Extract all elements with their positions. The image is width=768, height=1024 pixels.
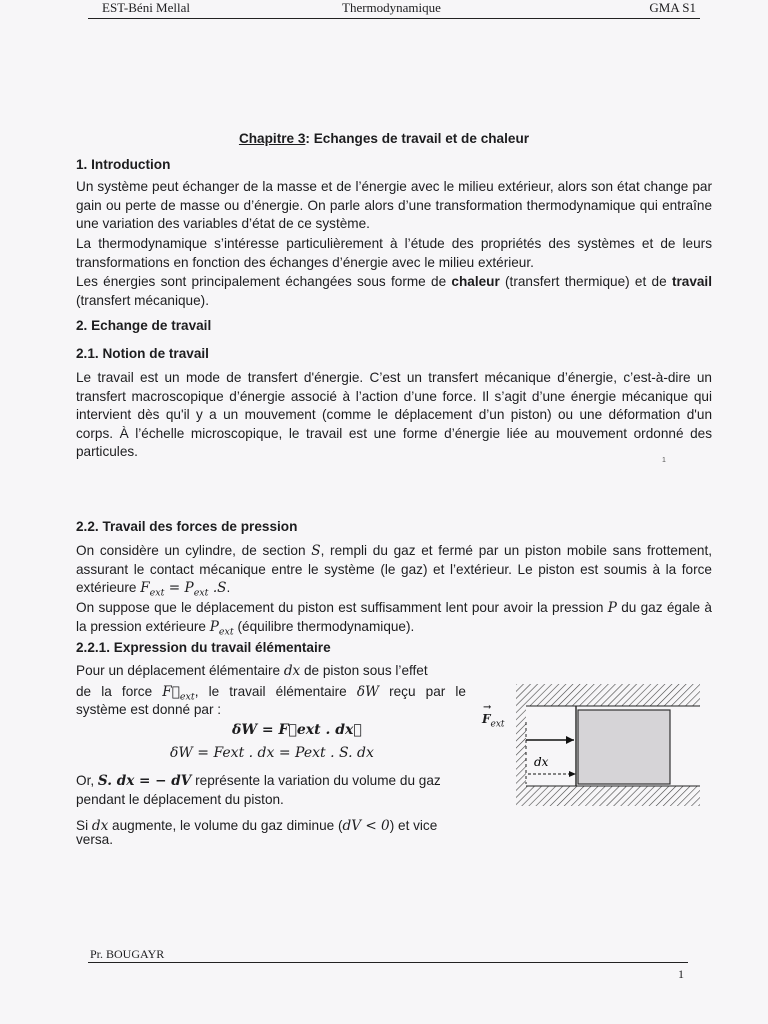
margin-mark: 1 xyxy=(662,457,666,464)
forces-pression-paragraph-1: On considère un cylindre, de section S, rempli du gaz et fermé par un piston mobile sans frottement, assurant le contact mécanique entre le système (le gaz) et l’extérieur. Le piston est soumis à la force extérieure $F_{ext} = P_{ext}$ .S. xyxy=(76,543,712,599)
si-line-1: Si dx augmente, le volume du gaz diminue (dV < 0) et vice xyxy=(76,818,438,834)
heading-notion-travail: 2.1. Notion de travail xyxy=(76,346,209,361)
chapter-name: Echanges de travail et de chaleur xyxy=(309,131,530,146)
header-school: EST-Béni Mellal xyxy=(102,0,190,15)
chapter-number: Chapitre 3 xyxy=(238,131,306,146)
footer-author: Pr. BOUGAYR xyxy=(90,947,165,961)
equation-1: δW = F⃗ext . dx⃗ xyxy=(232,722,362,738)
page-footer xyxy=(88,947,688,981)
heading-echange-travail: 2. Echange de travail xyxy=(76,318,212,333)
heading-introduction: 1. Introduction xyxy=(76,157,171,172)
page-header xyxy=(88,0,700,19)
gas-volume xyxy=(578,710,670,784)
travail-line-3: système est donné par : xyxy=(76,702,222,717)
chapter-title: Chapitre 3: Echanges de travail et de chaleur xyxy=(238,131,530,146)
piston-diagram xyxy=(516,684,700,806)
figure-force-label: → $F_{ext}$ xyxy=(482,702,505,730)
intro-paragraph-1: Un système peut échanger de la masse et de l’énergie avec le milieu extérieur, alors son état change par gain ou perte de masse ou d’énergie. On parle alors d’une transformation thermodynamique qui entraîne une variation des variables d’état de ce système. xyxy=(76,179,712,232)
notion-travail-paragraph: Le travail est un mode de transfert d'énergie. C’est un transfert mécanique d’énergie, c’est-à-dire un transfert macroscopique d’énergie associé à l’action d’une force. Il s’agit d’une énergie mécanique qui intervient dès qu'il y a un mouvement (comme le déplacement d’un piston) ou une déformation d'un corps. À l’échelle microscopique, le travail est une forme d’énergie liée au mouvement ordonné des particules. xyxy=(76,370,712,460)
or-line-1: Or, S. dx = − dV représente la variation du volume du gaz xyxy=(76,773,441,789)
header-subject: Thermodynamique xyxy=(342,0,441,15)
heading-travail-elementaire: 2.2.1. Expression du travail élémentaire xyxy=(76,640,331,655)
header-class: GMA S1 xyxy=(649,0,696,15)
travail-line-1: Pour un déplacement élémentaire dx de piston sous l’effet xyxy=(76,663,428,679)
heading-forces-pression: 2.2. Travail des forces de pression xyxy=(76,519,298,534)
equation-2: δW = Fext . dx = Pext . S. dx xyxy=(170,745,374,761)
page-number: 1 xyxy=(678,967,684,981)
or-line-2: pendant le déplacement du piston. xyxy=(76,792,284,807)
si-line-2: versa. xyxy=(76,832,114,847)
forces-pression-paragraph-2: On suppose que le déplacement du piston est suffisamment lent pour avoir la pression P du gaz égale à la pression extérieure $P_{ext}$ (équilibre thermodynamique). xyxy=(76,600,712,638)
intro-paragraph-2: La thermodynamique s’intéresse particulièrement à l’étude des propriétés des systèmes et de leurs transformations en fonction des échanges d’énergie avec le milieu extérieur. xyxy=(76,236,712,270)
intro-paragraph-3: Les énergies sont principalement échangées sous forme de chaleur (transfert thermique) et de travail (transfert mécanique). xyxy=(76,274,712,308)
dx-label: dx xyxy=(534,755,549,769)
travail-line-2: de la force $F⃗_{ext}$, le travail élémentaire δW reçu par le xyxy=(76,684,466,703)
